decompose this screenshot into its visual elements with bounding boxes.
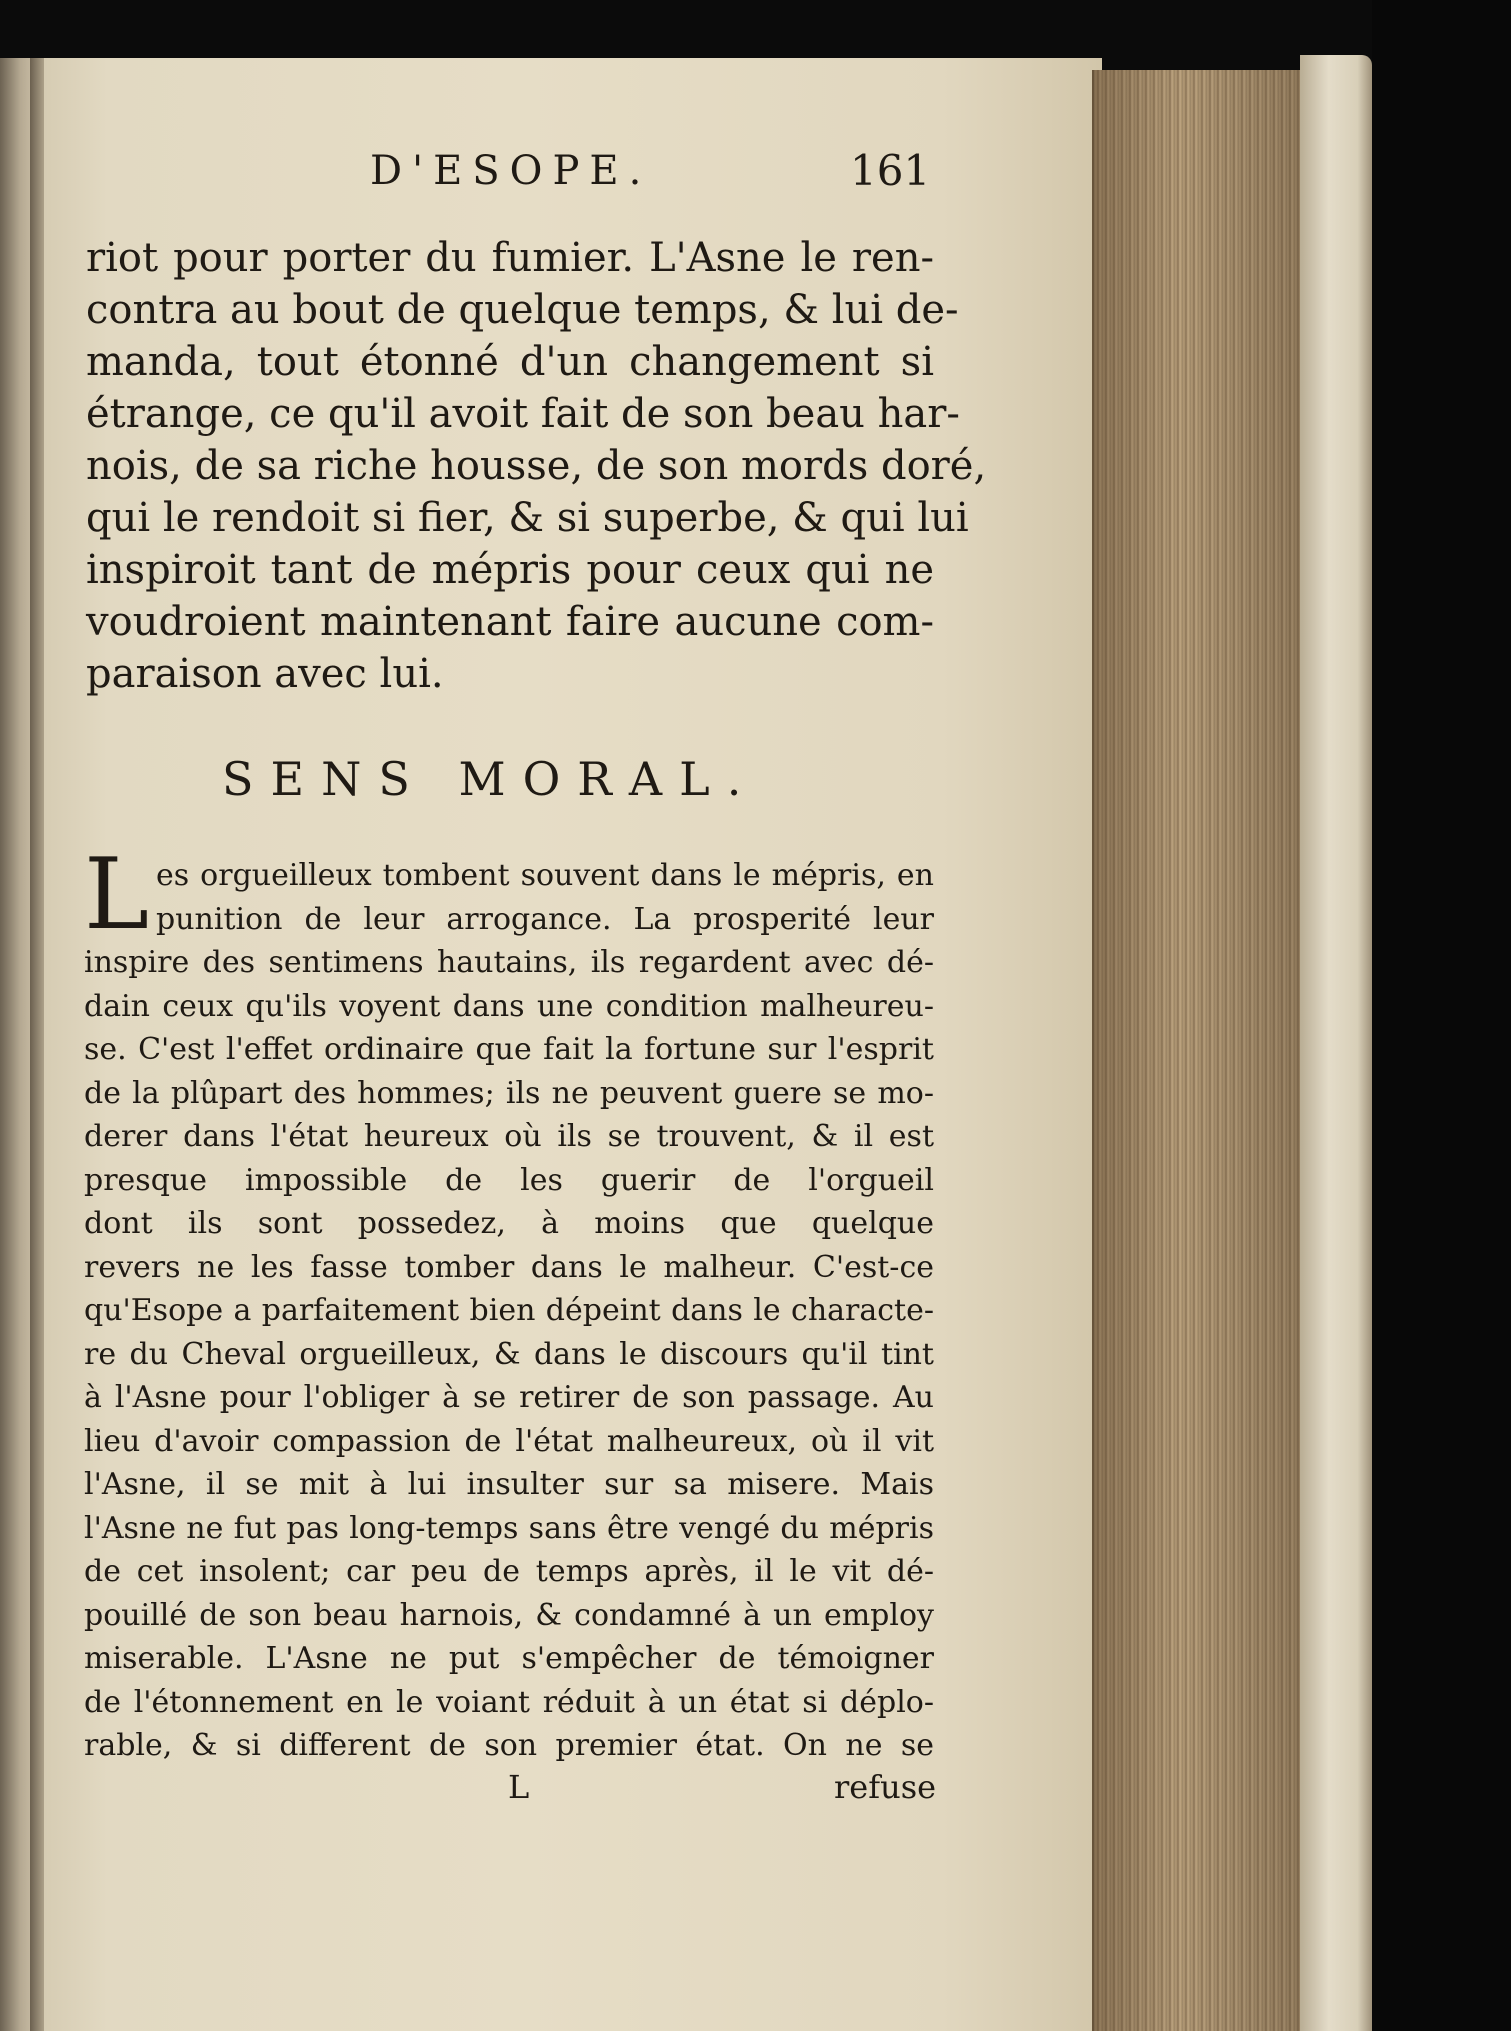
text-line: manda, tout étonné d'un changement si <box>86 339 934 385</box>
moral-paragraph <box>84 854 934 1768</box>
text-line: de la plûpart des hommes; ils ne peuvent guere se mo- <box>84 1075 934 1111</box>
text-line: contra au bout de quelque temps, & lui de- <box>86 287 959 333</box>
text-line: de l'étonnement en le voiant réduit à un état si déplo- <box>84 1684 934 1720</box>
text-line: de cet insolent; car peu de temps après, il le vit dé- <box>84 1554 934 1589</box>
text-line: miserable. L'Asne ne put s'empêcher de témoigner <box>84 1641 934 1676</box>
text-line: voudroient maintenant faire aucune com- <box>86 599 934 645</box>
text-line: étrange, ce qu'il avoit fait de son beau har- <box>86 391 960 437</box>
page-number: 161 <box>850 146 931 195</box>
text-line: derer dans l'état heureux où ils se trouvent, & il est <box>84 1119 934 1154</box>
drop-cap: L <box>84 838 150 952</box>
text-line: punition de leur arrogance. La prosperité leur <box>156 901 934 937</box>
background-right <box>1372 0 1511 2031</box>
text-line: lieu d'avoir compassion de l'état malheureux, où il vit <box>84 1423 934 1459</box>
text-line: re du Cheval orgueilleux, & dans le discours qu'il tint <box>84 1336 934 1372</box>
text-line: l'Asne ne fut pas long-temps sans être vengé du mépris <box>84 1510 934 1546</box>
signature-mark: L <box>508 1768 530 1806</box>
catchword: refuse <box>834 1768 937 1806</box>
text-line: revers ne les fasse tomber dans le malheur. C'est-ce <box>84 1249 934 1285</box>
text-line: es orgueilleux tombent souvent dans le mépris, en <box>156 858 934 893</box>
text-line: pouillé de son beau harnois, & condamné à un employ <box>84 1597 934 1633</box>
text-line: riot pour porter du fumier. L'Asne le ren- <box>86 235 934 281</box>
facing-page-edge <box>0 58 34 2031</box>
text-line: à l'Asne pour l'obliger à se retirer de son passage. Au <box>84 1380 934 1415</box>
vellum-cover <box>1300 55 1372 2031</box>
text-line: paraison avec lui. <box>86 651 444 697</box>
running-head: D'ESOPE. <box>370 148 652 194</box>
text-line: presque impossible de les guerir de l'orgueil <box>84 1162 934 1198</box>
text-line: se. C'est l'effet ordinaire que fait la fortune sur l'esprit <box>84 1032 934 1067</box>
text-line: qui le rendoit si fier, & si superbe, & qui lui <box>86 495 969 541</box>
text-line: dont ils sont possedez, à moins que quelque <box>84 1206 934 1241</box>
text-line: qu'Esope a parfaitement bien dépeint dans le characte- <box>84 1293 934 1328</box>
text-line: l'Asne, il se mit à lui insulter sur sa misere. Mais <box>84 1467 934 1502</box>
text-line: inspiroit tant de mépris pour ceux qui ne <box>86 547 934 593</box>
text-line: rable, & si different de son premier état. On ne se <box>84 1728 934 1763</box>
section-heading: SENS MORAL. <box>222 752 759 806</box>
text-line: nois, de sa riche housse, de son mords doré, <box>86 443 987 489</box>
page-block-shading <box>1092 70 1310 2031</box>
text-line: dain ceux qu'ils voyent dans une condition malheureu- <box>84 988 934 1024</box>
text-line: inspire des sentimens hautains, ils regardent avec dé- <box>84 945 934 980</box>
fable-paragraph <box>86 232 987 700</box>
